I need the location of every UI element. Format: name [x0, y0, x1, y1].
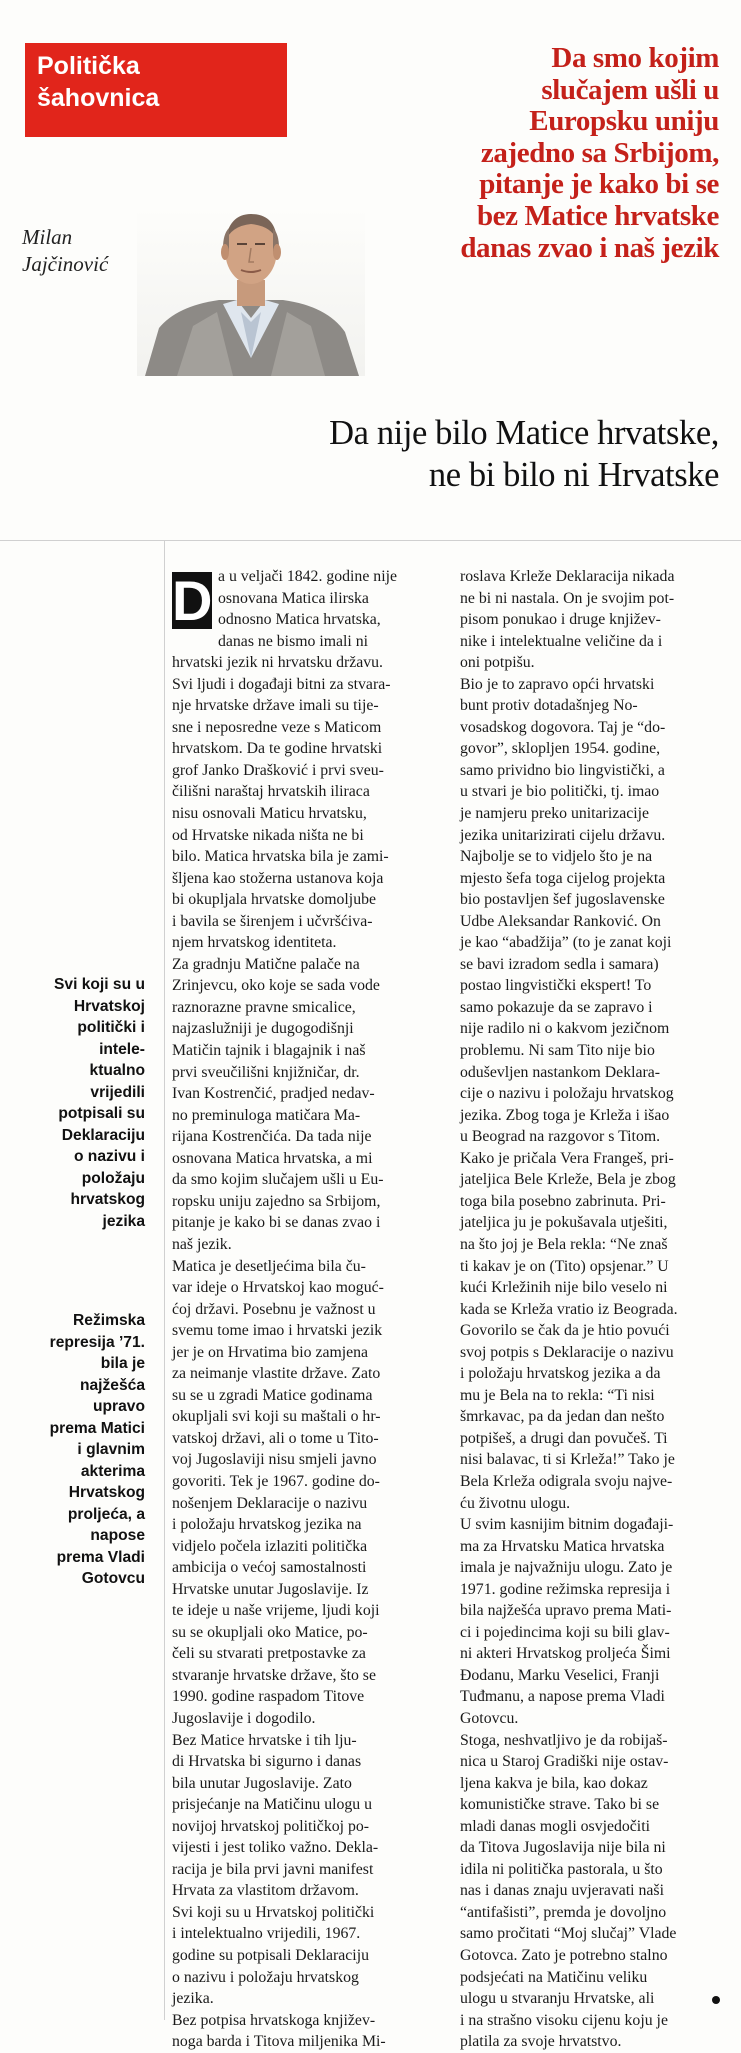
- article-line: mjesto šefa toga cijelog projekta: [460, 869, 666, 887]
- lead-quote-line: zajedno sa Srbijom,: [480, 136, 719, 169]
- article-line: nisu osnovali Maticu hrvatsku,: [172, 805, 367, 823]
- pull-quote-1: [10, 974, 145, 1232]
- article-line: i položaju hrvatskog jezika na: [172, 1516, 362, 1534]
- article-line: vijesti i jest toliko važno. Dekla-: [172, 1839, 379, 1857]
- article-line: njem hrvatskog identiteta.: [172, 934, 337, 952]
- article-line: Tuđmanu, a napose prema Vladi: [460, 1688, 665, 1706]
- article-line: te ideje u naše vrijeme, ljudi koji: [172, 1602, 380, 1620]
- article-line: bila najžešća upravo prema Mati-: [460, 1602, 672, 1620]
- article-line: no preminuloga matičara Ma-: [172, 1106, 361, 1124]
- article-line: ci i pojedincima koji su bili glav-: [460, 1623, 670, 1641]
- article-line: Bez potpisa hrvatskoga književ-: [172, 2011, 376, 2029]
- article-line: racija je bila prvi javni manifest: [172, 1860, 374, 1878]
- article-line: za neimanje vlastite države. Zato: [172, 1365, 381, 1383]
- article-line: samo pročitati “Moj slučaj” Vlade: [460, 1925, 677, 1943]
- article-line: nošenjem Deklaracije o nazivu: [172, 1494, 368, 1512]
- article-line: da smo kojim slučajem ušli u Eu-: [172, 1171, 384, 1189]
- article-line: u Beograd na razgovor s Titom.: [460, 1128, 661, 1146]
- headline-line: ne bi bilo ni Hrvatske: [428, 456, 719, 494]
- article-line: raznorazne pravne smicalice,: [172, 998, 356, 1016]
- article-line: svoj potpis s Deklaracije o nazivu: [460, 1343, 674, 1361]
- headline-line: Da nije bilo Matice hrvatske,: [329, 414, 719, 452]
- article-line: bunt protiv dotadašnjeg No-: [460, 697, 638, 715]
- pull-quote-line: najžešća: [79, 1376, 145, 1394]
- article-line: Bez Matice hrvatske i tih lju-: [172, 1731, 357, 1749]
- article-line: i intelektualno vrijedili, 1967.: [172, 1925, 361, 1943]
- article-line: bilo. Matica hrvatska bila je zami-: [172, 848, 389, 866]
- article-line: ropsku uniju zajedno sa Srbijom,: [172, 1192, 381, 1210]
- article-line: hrvatskom. Da te godine hrvatski: [172, 740, 383, 758]
- article-line: prisjećanje na Matičinu ulogu u: [172, 1796, 373, 1814]
- article-line: Najbolje se to vidjelo što je na: [460, 848, 653, 866]
- lead-quote-line: Europsku uniju: [529, 105, 719, 138]
- article-line: jezika unitarizirati cijelu državu.: [460, 826, 666, 844]
- article-line: roslava Krleže Deklaracija nikada: [460, 568, 675, 585]
- article-line: i položaju hrvatskog jezika a da: [460, 1365, 661, 1383]
- article-column-2: [460, 566, 725, 2053]
- article-line: hrvatski jezik ni hrvatsku državu.: [172, 654, 384, 672]
- article-line: nije radilo ni o kakvom jezičnom: [460, 1020, 670, 1038]
- pull-quote-line: ktualno: [89, 1062, 145, 1079]
- article-line: svemu tome imao i hrvatski jezik: [172, 1322, 383, 1340]
- article-line: Hrvata za vlastitom državom.: [172, 1882, 359, 1900]
- article-line: noga barda i Titova miljenika Mi-: [172, 2033, 386, 2051]
- article-line: vatskoj državi, ali o tome u Tito-: [172, 1429, 379, 1447]
- drop-cap: D: [172, 569, 213, 632]
- article-line: bila unutar Jugoslavije. Zato: [172, 1774, 352, 1792]
- article-line: cije o nazivu i položaju hrvatskog: [460, 1085, 674, 1103]
- pull-quote-line: prema Matici: [49, 1419, 145, 1437]
- article-line: mu je Bela na to rekla: “Ti nisi: [460, 1386, 655, 1404]
- article-line: rijana Kostrenčića. Da tada nije: [172, 1128, 372, 1146]
- pull-quote-line: Svi koji su u: [54, 976, 145, 993]
- pull-quote-line: i glavnim: [77, 1441, 145, 1458]
- article-line: Gotovcu.: [460, 1709, 519, 1727]
- article-line: prvi sveučilišni knjižničar, dr.: [172, 1063, 360, 1081]
- author-photo: [137, 208, 365, 376]
- article-line: samo pokazuje da se zapravo i: [460, 998, 653, 1016]
- article-line: Zrinjevcu, oko koje se sada vode: [172, 977, 380, 995]
- article-line: danas ne bismo imali ni: [218, 632, 369, 650]
- article-line: ni akteri Hrvatskog proljeća Šimi: [460, 1645, 671, 1663]
- article-line: Svi ljudi i događaji bitni za stvara-: [172, 675, 391, 693]
- author-last-name: Jajčinović: [22, 252, 109, 276]
- lead-quote-line: bez Matice hrvatske: [476, 199, 719, 232]
- article-line: ti kakav je on (Tito) opsjenar.” U: [460, 1257, 669, 1275]
- article-line: Govorilo se čak da je htio povući: [460, 1322, 670, 1340]
- article-line: “antifašisti”, premda je dovoljno: [460, 1903, 667, 1921]
- article-line: osnovana Matica ilirska: [218, 589, 369, 607]
- article-line: jer je on Hrvatima bio zamjena: [172, 1343, 369, 1361]
- article-line: imala je najvažniju ulogu. Zato je: [460, 1559, 673, 1577]
- article-line: bi okupljala hrvatske domoljube: [172, 891, 377, 909]
- article-line: Jugoslavije i dogodilo.: [172, 1709, 316, 1727]
- lead-quote-line: Da smo kojim: [551, 42, 719, 74]
- article-line: nas i danas znaju uvjeravati naši: [460, 1882, 664, 1900]
- pull-quote-line: potpisali su: [58, 1105, 145, 1122]
- pull-quote-line: Režimska: [73, 1312, 145, 1329]
- article-line: Svi koji su u Hrvatskoj politički: [172, 1903, 375, 1921]
- pull-quote-line: hrvatskog: [70, 1191, 145, 1208]
- lead-quote-line: danas zvao i naš jezik: [460, 231, 719, 264]
- article-line: šljena kao stožerna ustanova koja: [172, 869, 384, 887]
- article-line: jezika.: [172, 1990, 214, 2008]
- article-line: Gotovca. Zato je potrebno stalno: [460, 1947, 668, 1964]
- pull-quote-line: o nazivu i: [73, 1148, 145, 1165]
- article-line: čeli su stvarati pretpostavke za: [172, 1645, 366, 1663]
- article-line: pitanje je kako bi se danas zvao i: [172, 1214, 381, 1232]
- pull-quote-line: Hrvatskoj: [73, 997, 145, 1015]
- article-line: 1971. godine režimska represija i: [460, 1580, 671, 1598]
- article-line: godine su potpisali Deklaraciju: [172, 1947, 369, 1964]
- article-line: i na strašno visoku cijenu koju je: [460, 2011, 668, 2029]
- lead-quote-line: pitanje je kako bi se: [479, 168, 719, 201]
- article-line: je kao “abadžija” (to je zanat koji: [460, 934, 672, 952]
- author-first-name: Milan: [22, 225, 73, 249]
- pull-quote-line: akterima: [80, 1462, 145, 1480]
- article-line: nisi balavac, ti si Krleža!” Tako je: [460, 1451, 675, 1469]
- article-column-1: [172, 566, 442, 2053]
- article-line: Hrvatske unutar Jugoslavije. Iz: [172, 1580, 369, 1598]
- rubric-line-2: šahovnica: [37, 84, 160, 112]
- article-line: postao lingvistički ekspert! To: [460, 977, 652, 995]
- article-line: Đodanu, Marku Veselici, Franji: [460, 1666, 660, 1684]
- pull-quote-line: upravo: [93, 1398, 145, 1415]
- article-line: di Hrvatska bi sigurno i danas: [172, 1753, 362, 1771]
- pull-quote-line: represija ’71.: [49, 1333, 145, 1351]
- article-line: nike i intelektualne veličine da i: [460, 632, 663, 650]
- article-line: kući Krležinih nije bilo veselo ni: [460, 1279, 668, 1297]
- article-line: ulogu u stvaranju Hrvatske, ali: [460, 1990, 655, 2008]
- article-line: odnosno Matica hrvatska,: [218, 611, 381, 629]
- author-byline: [22, 224, 108, 278]
- article-line: osnovana Matica hrvatska, a mi: [172, 1149, 373, 1167]
- end-mark: [712, 1996, 720, 2004]
- pull-quote-line: jezika: [102, 1212, 145, 1230]
- pull-quote-line: vrijedili: [90, 1083, 145, 1101]
- article-line: jateljica Bele Krleže, Bela je zbog: [460, 1171, 676, 1189]
- article-line: šmrkavac, pa da jedan dan nešto: [460, 1408, 665, 1426]
- pull-quote-line: Gotovcu: [81, 1570, 145, 1587]
- article-line: govor”, sklopljen 1954. godine,: [460, 740, 661, 758]
- column-divider: [164, 540, 165, 2020]
- article-headline: [159, 412, 719, 496]
- article-line: nje hrvatske države imali su tije-: [172, 697, 379, 715]
- article-line: bio postavljen šef jugoslavenske: [460, 891, 665, 909]
- article-line: su se okupljali oko Matice, po-: [172, 1623, 368, 1641]
- article-line: toga bila posebno zabrinuta. Pri-: [460, 1192, 666, 1210]
- article-line: oni potpišu.: [460, 654, 535, 672]
- article-line: jezika. Zbog toga je Krleža i išao: [460, 1106, 670, 1124]
- article-line: Stoga, neshvatljivo je da robijaš-: [460, 1731, 668, 1749]
- article-line: ne bi ni nastala. On je svojim pot-: [460, 589, 675, 607]
- article-line: Ivan Kostrenčić, pradjed nedav-: [172, 1085, 375, 1103]
- article-line: podsjećati na Matičinu veliku: [460, 1968, 648, 1986]
- article-line: sne i neposredne veze s Maticom: [172, 718, 382, 736]
- article-line: naš jezik.: [172, 1235, 232, 1253]
- article-line: jateljica ju je pokušavala utješiti,: [460, 1214, 668, 1232]
- article-line: oduševljen nastankom Deklara-: [460, 1063, 661, 1081]
- article-line: govoriti. Tek je 1967. godine do-: [172, 1472, 380, 1490]
- pull-quote-line: Deklaraciju: [61, 1126, 145, 1144]
- pull-quote-line: intele-: [99, 1040, 145, 1058]
- pull-quote-line: položaju: [81, 1169, 145, 1187]
- article-line: na što joj je Bela rekla: “Ne znaš: [460, 1235, 668, 1253]
- article-line: ću životnu ulogu.: [460, 1494, 571, 1512]
- article-line: najzaslužniji je dugogodišnji: [172, 1020, 354, 1038]
- article-line: Udbe Aleksandar Ranković. On: [460, 912, 661, 930]
- article-line: voj Jugoslaviji nisu smjeli javno: [172, 1451, 377, 1469]
- pull-quote-2: [10, 1310, 145, 1590]
- article-line: i bavila se širenjem i učvršćiva-: [172, 912, 373, 930]
- article-line: da Titova Jugoslavija nije bila ni: [460, 1839, 666, 1857]
- article-line: problemu. Ni sam Tito nije bio: [460, 1042, 655, 1060]
- article-line: platila za svoje hrvatstvo.: [460, 2033, 622, 2051]
- pull-quote-line: bila je: [100, 1355, 145, 1372]
- article-line: a u veljači 1842. godine nije: [218, 568, 397, 585]
- article-line: okupljali svi koji su maštali o hr-: [172, 1408, 381, 1426]
- article-line: ambicija o većoj samostalnosti: [172, 1559, 367, 1577]
- article-line: je namjeru preko unitarizacije: [460, 805, 650, 823]
- article-line: od Hrvatske nikada ništa ne bi: [172, 826, 364, 844]
- article-line: idila ni politička pastorala, u što: [460, 1860, 663, 1878]
- article-line: Matica je desetljećima bila ču-: [172, 1257, 366, 1275]
- divider: [0, 540, 741, 541]
- article-line: Kako je pričala Vera Frangeš, pri-: [460, 1149, 674, 1167]
- article-line: se bavi izradom sedla i samara): [460, 955, 659, 973]
- lead-quote-line: slučajem ušli u: [541, 73, 719, 106]
- article-line: vosadskog dogovora. Taj je “do-: [460, 718, 666, 736]
- article-line: U svim kasnijim bitnim događaji-: [460, 1516, 674, 1534]
- article-line: novijoj hrvatskoj političkoj po-: [172, 1817, 370, 1835]
- article-line: ljena kakva je bila, kao dokaz: [460, 1774, 648, 1792]
- pull-quote-line: napose: [90, 1527, 145, 1544]
- article-line: ma za Hrvatsku Matica hrvatska: [460, 1537, 665, 1555]
- article-line: var ideje o Hrvatskoj kao moguć-: [172, 1279, 384, 1297]
- article-line: grof Janko Drašković i prvi sveu-: [172, 761, 384, 779]
- pull-quote-line: prema Vladi: [56, 1548, 145, 1566]
- article-line: Za gradnju Matične palače na: [172, 955, 360, 973]
- article-line: 1990. godine raspadom Titove: [172, 1688, 365, 1706]
- article-line: čilišni naraštaj hrvatskih iliraca: [172, 783, 370, 801]
- article-line: kada se Krleža vratio iz Beograda.: [460, 1300, 678, 1318]
- pull-quote-line: politički i: [77, 1019, 145, 1036]
- article-line: o nazivu i položaju hrvatskog: [172, 1968, 359, 1986]
- article-line: Bela Krleža odigrala svoju najve-: [460, 1472, 673, 1490]
- article-line: pisom ponukao i druge književ-: [460, 611, 661, 629]
- article-line: ćoj državi. Posebnu je važnost u: [172, 1300, 376, 1318]
- rubric-line-1: Politička: [37, 52, 140, 80]
- pull-quote-line: Hrvatskog: [68, 1484, 145, 1501]
- article-line: komunističke strave. Tako bi se: [460, 1796, 660, 1814]
- article-line: stvaranje hrvatske države, što se: [172, 1666, 376, 1684]
- article-line: potpišeš, a drugi dan povučeš. Ti: [460, 1429, 668, 1447]
- article-line: Matičin tajnik i blagajnik i naš: [172, 1042, 366, 1060]
- article-line: mladi danas mogli osvjedočiti: [460, 1817, 650, 1835]
- article-line: Bio je to zapravo opći hrvatski: [460, 675, 655, 693]
- section-rubric: [25, 43, 287, 137]
- article-line: su se u zgradi Matice godinama: [172, 1386, 373, 1404]
- article-line: samo prividno bio lingvistički, a: [460, 761, 665, 779]
- article-line: nica u Staroj Gradiški nije ostav-: [460, 1753, 669, 1771]
- article-line: u stvari je bio politički, tj. imao: [460, 783, 660, 801]
- pull-quote-line: proljeća, a: [67, 1505, 145, 1523]
- article-line: vidjelo počela izlaziti politička: [172, 1537, 368, 1555]
